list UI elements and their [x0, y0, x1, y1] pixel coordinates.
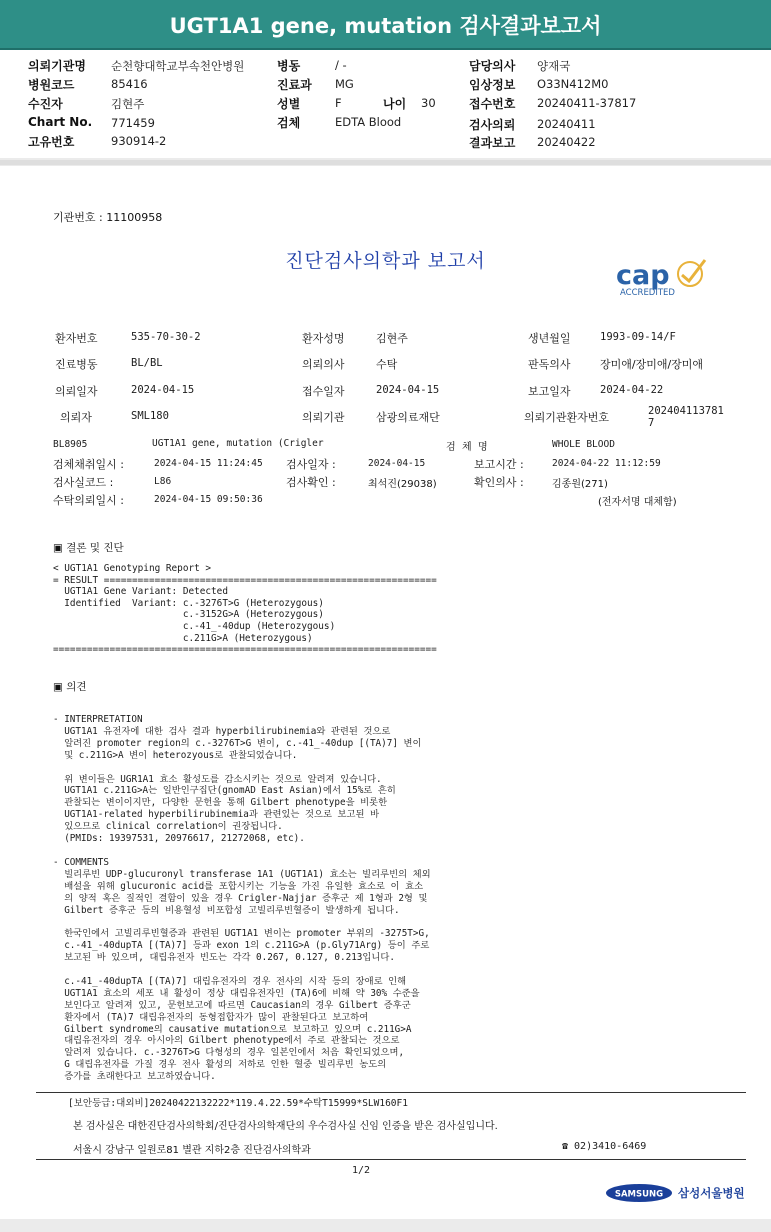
footer-divider-bottom [36, 1159, 746, 1160]
header-value: EDTA Blood [335, 115, 402, 129]
referral-label: 수탁의뢰일시 : [53, 494, 124, 507]
header-key: 검체 [277, 116, 301, 130]
hospital-name: 삼성서울병원 [678, 1186, 745, 1200]
header-key: 검사의뢰 [469, 118, 516, 132]
header-value: 30 [421, 96, 436, 110]
section-conclusion-heading: ▣ 결론 및 진단 [53, 542, 124, 554]
header-value: F [335, 96, 342, 110]
header-value: 20240422 [537, 135, 596, 149]
samsung-wordmark: SAMSUNG [614, 1189, 664, 1200]
info-key: 생년월일 [528, 332, 571, 345]
header-value: O33N412M0 [537, 77, 609, 91]
header-key: 의뢰기관명 [28, 59, 86, 73]
referral-value: 2024-04-15 09:50:36 [154, 494, 263, 505]
info-key: 환자성명 [302, 332, 345, 345]
test-date-label: 검사일자 : [286, 458, 336, 471]
info-value: 2024-04-15 [131, 384, 195, 396]
confirm-doc-value: 김종원(271) [552, 479, 608, 490]
footer-address: 서울시 강남구 일원로81 별관 지하2층 진단검사의학과 [73, 1145, 311, 1156]
info-value: SML180 [131, 410, 169, 422]
header-key: Chart No. [28, 115, 93, 129]
institution-number: 기관번호 : 11100958 [53, 211, 163, 224]
header-key: 진료과 [277, 78, 312, 92]
cap-logo-text: cap [616, 260, 670, 291]
test-name: UGT1A1 gene, mutation (Crigler [152, 438, 324, 449]
info-value: 수탁 [376, 358, 398, 371]
info-key: 환자번호 [55, 332, 98, 345]
title-bar [0, 0, 771, 50]
info-key: 의뢰기관 [302, 411, 345, 424]
header-value: 771459 [111, 116, 155, 130]
info-value: 1993-09-14/F [600, 331, 676, 343]
header-key: 접수번호 [469, 97, 516, 111]
header-key: 임상정보 [469, 78, 516, 92]
info-key: 의뢰일자 [55, 385, 98, 398]
info-value: 김현주 [376, 332, 408, 345]
header-key: 담당의사 [469, 59, 516, 73]
header-value: 85416 [111, 77, 148, 91]
header-value: 김현주 [111, 97, 145, 111]
info-key: 접수일자 [302, 385, 345, 398]
header-value: 양재국 [537, 59, 571, 73]
footer-security-ref: [보안등급:대외비]20240422132222*119.4.22.59*수탁T15999*SLW160F1 [68, 1098, 408, 1109]
collect-value: 2024-04-15 11:24:45 [154, 458, 263, 469]
confirm-value: 최석진(29038) [368, 479, 437, 490]
footer-phone: ☎ 02)3410-6469 [562, 1141, 647, 1152]
opinion-text: - INTERPRETATION UGT1A1 유전자에 대한 검사 결과 hyperbilirubinemia와 관련된 것으로 알려진 promoter region의 c.-3276T>G 변이, c.-41_-40dup [(TA)7] 변이 및 c.211G>A 변이 heterozyous로 관찰되었습니다. 위 변이들은 UGR1A1 효소 활성도를 감소시키는 것으로 알려져 있습니다. UGT1A1 c.211G>A는 일반인구집단(gnomAD East Asian)에서 15%로 흔히 관찰되는 변이이지만, 다양한 문헌을 통해 Gilbert phenotype을 비롯한 UGT1A1-related hyperbilirubinemia과 관련있는 것으로 보고된 바 있으므로 clinical correlation이 권장됩니다. (PMIDs: 19397531, 20976617, 21272068, etc). - COMMENTS 빌리루빈 UDP-glucuronyl transferase 1A1 (UGT1A1) 효소는 빌리루빈의 체외 배설을 위해 glucuronic acid를 포합시키는 기능을 가진 유일한 효소로 이 효소 의 양적 혹은 질적인 결함이 있을 경우 Crigler-Najjar 증후군 제 1형과 2형 및 Gilbert 증후군 등의 비용혈성 비포합성 고빌리루빈혈증이 발생하게 됩니다. 한국인에서 고빌리루빈혈증과 관련된 UGT1A1 변이는 promoter 부위의 -3275T>G, c.-41_-40dupTA [(TA)7] 등과 exon 1의 c.211G>A (p.Gly71Arg) 등이 주로 보고된 바 있으며, 대립유전자 빈도는 각각 0.267, 0.127, 0.213입니다. c.-41_-40dupTA [(TA)7] 대립유전자의 경우 전사의 시작 등의 장애로 인해 UGT1A1 효소의 세포 내 활성이 정상 대립유전자인 (TA)6에 비해 약 30% 수준을 보인다고 알려져 있고, 문헌보고에 따르면 Caucasian의 경우 Gilbert 증후군 환자에서 (TA)7 대립유전자의 동형접합자가 많이 관찰된다고 보고하여 Gilbert syndrome의 causative mutation으로 보고하고 있으며 c.211G>A 대립유전자의 경우 아시아의 Gilbert phenotype에서 주로 관찰되는 것으로 알려져 있습니다. c.-3276T>G 다형성의 경우 일본인에서 처음 확인되었으며, G 대립유전자를 가질 경우 전사 활성의 저하로 인한 혈중 빌리루빈 농도의 증가를 초래한다고 보고하였습니다. [53, 714, 431, 1083]
info-value: 장미애/장미애/장미애 [600, 358, 704, 371]
cap-logo-subtext: ACCREDITED [620, 288, 675, 298]
header-key: 성별 [277, 97, 301, 111]
confirm-label: 검사확인 : [286, 476, 336, 489]
info-value: 202404113781 7 [648, 405, 724, 429]
header-value: 930914-2 [111, 134, 167, 148]
info-value: 2024-04-15 [376, 384, 440, 396]
header-value: 순천향대학교부속천안병원 [111, 59, 245, 73]
info-value: BL/BL [131, 357, 163, 369]
patient-header [0, 50, 771, 158]
room-code-value: L86 [154, 476, 172, 487]
info-value: 535-70-30-2 [131, 331, 201, 343]
report-time-value: 2024-04-22 11:12:59 [552, 458, 661, 469]
section-opinion-heading: ▣ 의견 [53, 681, 87, 693]
header-value: 20240411-37817 [537, 96, 637, 110]
header-value: / - [335, 58, 347, 72]
info-key: 의뢰기관환자번호 [524, 411, 610, 424]
test-date-value: 2024-04-15 [368, 458, 426, 469]
info-value: 삼광의료재단 [376, 411, 440, 424]
genotype-report: < UGT1A1 Genotyping Report > = RESULT =========================================================== UGT1A1 Gene Variant: Detected Identified Variant: c.-3276T>G (Heterozygous) c.-3152G>A (Heterozygous) c.-41_-40dup (Heterozygous) c.211G>A (Heterozygous) ==================================================================== [53, 563, 437, 656]
page-number: 1/2 [352, 1165, 371, 1176]
footer-divider [36, 1092, 746, 1093]
report-time-label: 보고시간 : [474, 458, 524, 471]
header-key: 수진자 [28, 97, 63, 111]
header-divider [0, 160, 771, 165]
report-page [0, 166, 771, 1219]
room-code-label: 검사실코드 : [53, 476, 114, 489]
info-key: 진료병동 [55, 358, 98, 371]
samsung-hospital-logo [606, 1182, 746, 1204]
report-title: 진단검사의학과 보고서 [285, 250, 486, 272]
info-value: 2024-04-22 [600, 384, 664, 396]
info-key: 의뢰의사 [302, 358, 345, 371]
info-key: 보고일자 [528, 385, 571, 398]
cap-accredited-logo [614, 254, 714, 299]
specimen-value: WHOLE BLOOD [552, 439, 615, 450]
confirm-doc-label: 확인의사 : [474, 476, 524, 489]
header-key: 나이 [383, 97, 407, 111]
info-key: 판독의사 [528, 358, 571, 371]
header-key: 고유번호 [28, 135, 75, 149]
test-code: BL8905 [53, 439, 88, 450]
header-key: 결과보고 [469, 136, 516, 150]
header-value: 20240411 [537, 117, 596, 131]
specimen-label: 검 체 명 [446, 442, 488, 453]
info-key: 의뢰자 [60, 411, 92, 424]
header-key: 병원코드 [28, 78, 75, 92]
header-key: 병동 [277, 59, 301, 73]
header-value: MG [335, 77, 354, 91]
collect-label: 검체채취일시 : [53, 458, 124, 471]
footer-certification: 본 검사실은 대한진단검사의학회/진단검사의학재단의 우수검사실 신임 인증을 받은 검사실입니다. [73, 1121, 498, 1132]
document-title: UGT1A1 gene, mutation 검사결과보고서 [169, 14, 602, 38]
esign-note: (전자서명 대체함) [598, 497, 677, 508]
